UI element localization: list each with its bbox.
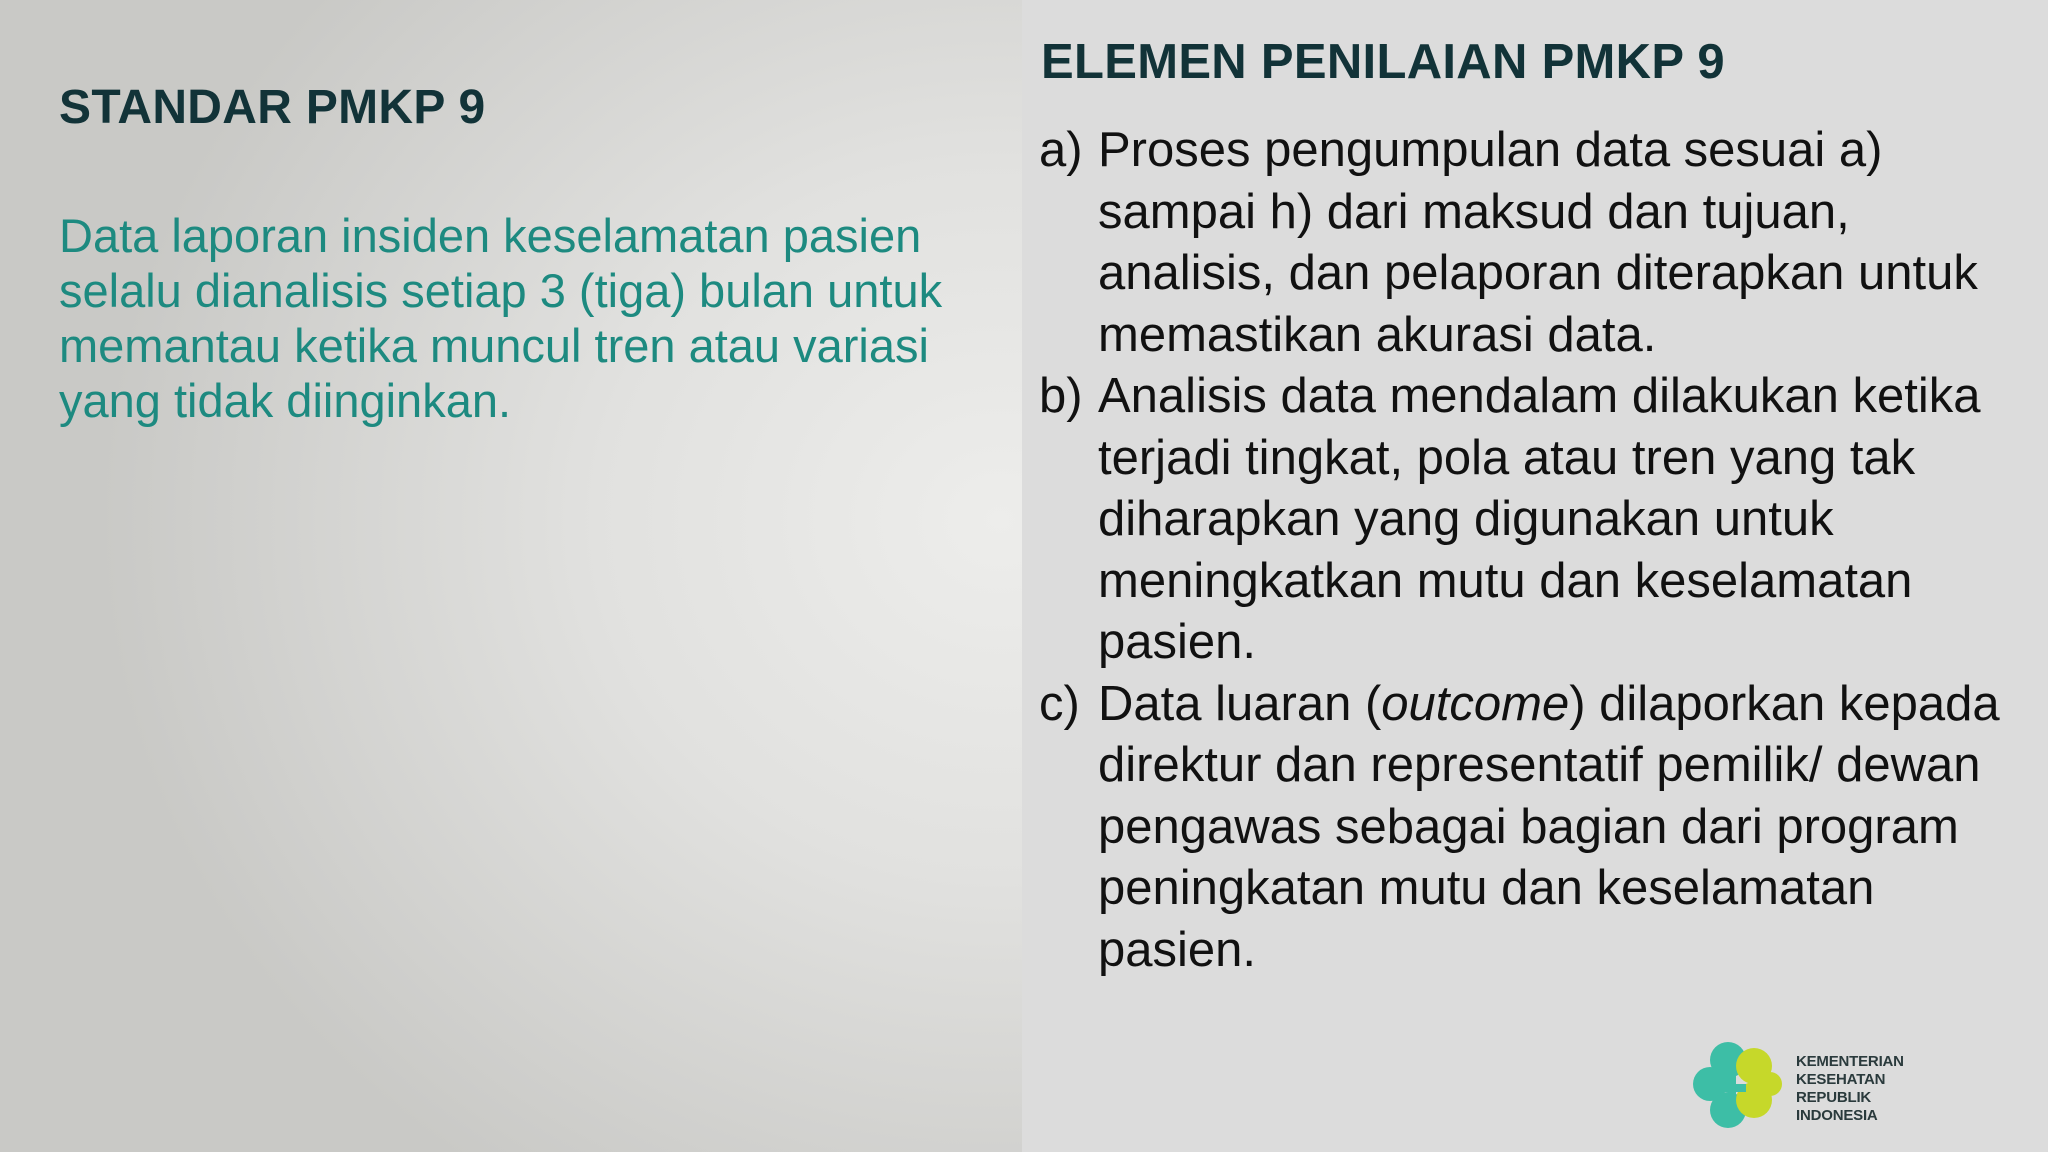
kemenkes-logo	[1688, 1036, 1918, 1140]
element-marker: b)	[1039, 369, 1083, 423]
element-text: Analisis data mendalam dilakukan ketika terjadi tingkat, pola atau tren yang tak diharapkan yang digunakan untuk meningkatkan mutu dan keselamatan pasien.	[1098, 369, 1981, 669]
standard-text: Data laporan insiden keselamatan pasien selalu dianalisis setiap 3 (tiga) bulan untuk memantau ketika muncul tren atau variasi yang tidak diinginkan.	[59, 209, 943, 427]
element-item-a	[1039, 120, 2039, 366]
element-text-after: ) dilaporkan kepada direktur dan representatif pemilik/ dewan pengawas sebagai bagian dari program peningkatan mutu dan keselamatan pasien.	[1098, 676, 2000, 977]
element-item-b	[1039, 366, 2039, 674]
logo-text	[1796, 1053, 1918, 1125]
logo-line: KESEHATAN	[1796, 1071, 1886, 1088]
element-item-c	[1039, 674, 2039, 982]
logo-line: KEMENTERIAN	[1796, 1053, 1904, 1070]
element-text: Proses pengumpulan data sesuai a) sampai h) dari maksud dan tujuan, analisis, dan pelaporan diterapkan untuk memastikan akurasi data.	[1098, 123, 1978, 362]
element-text-italic: outcome	[1381, 676, 1570, 731]
kemenkes-logo-icon	[1688, 1036, 1784, 1136]
standard-title: STANDAR PMKP 9	[59, 81, 486, 134]
elements-list	[1039, 120, 2039, 981]
logo-line: REPUBLIK	[1796, 1089, 1872, 1106]
logo-line: INDONESIA	[1796, 1107, 1878, 1124]
element-text-before: Data luaran (	[1098, 676, 1382, 731]
element-marker: c)	[1039, 676, 1080, 731]
elements-title: ELEMEN PENILAIAN PMKP 9	[1041, 35, 1725, 89]
element-marker: a)	[1039, 123, 1083, 177]
